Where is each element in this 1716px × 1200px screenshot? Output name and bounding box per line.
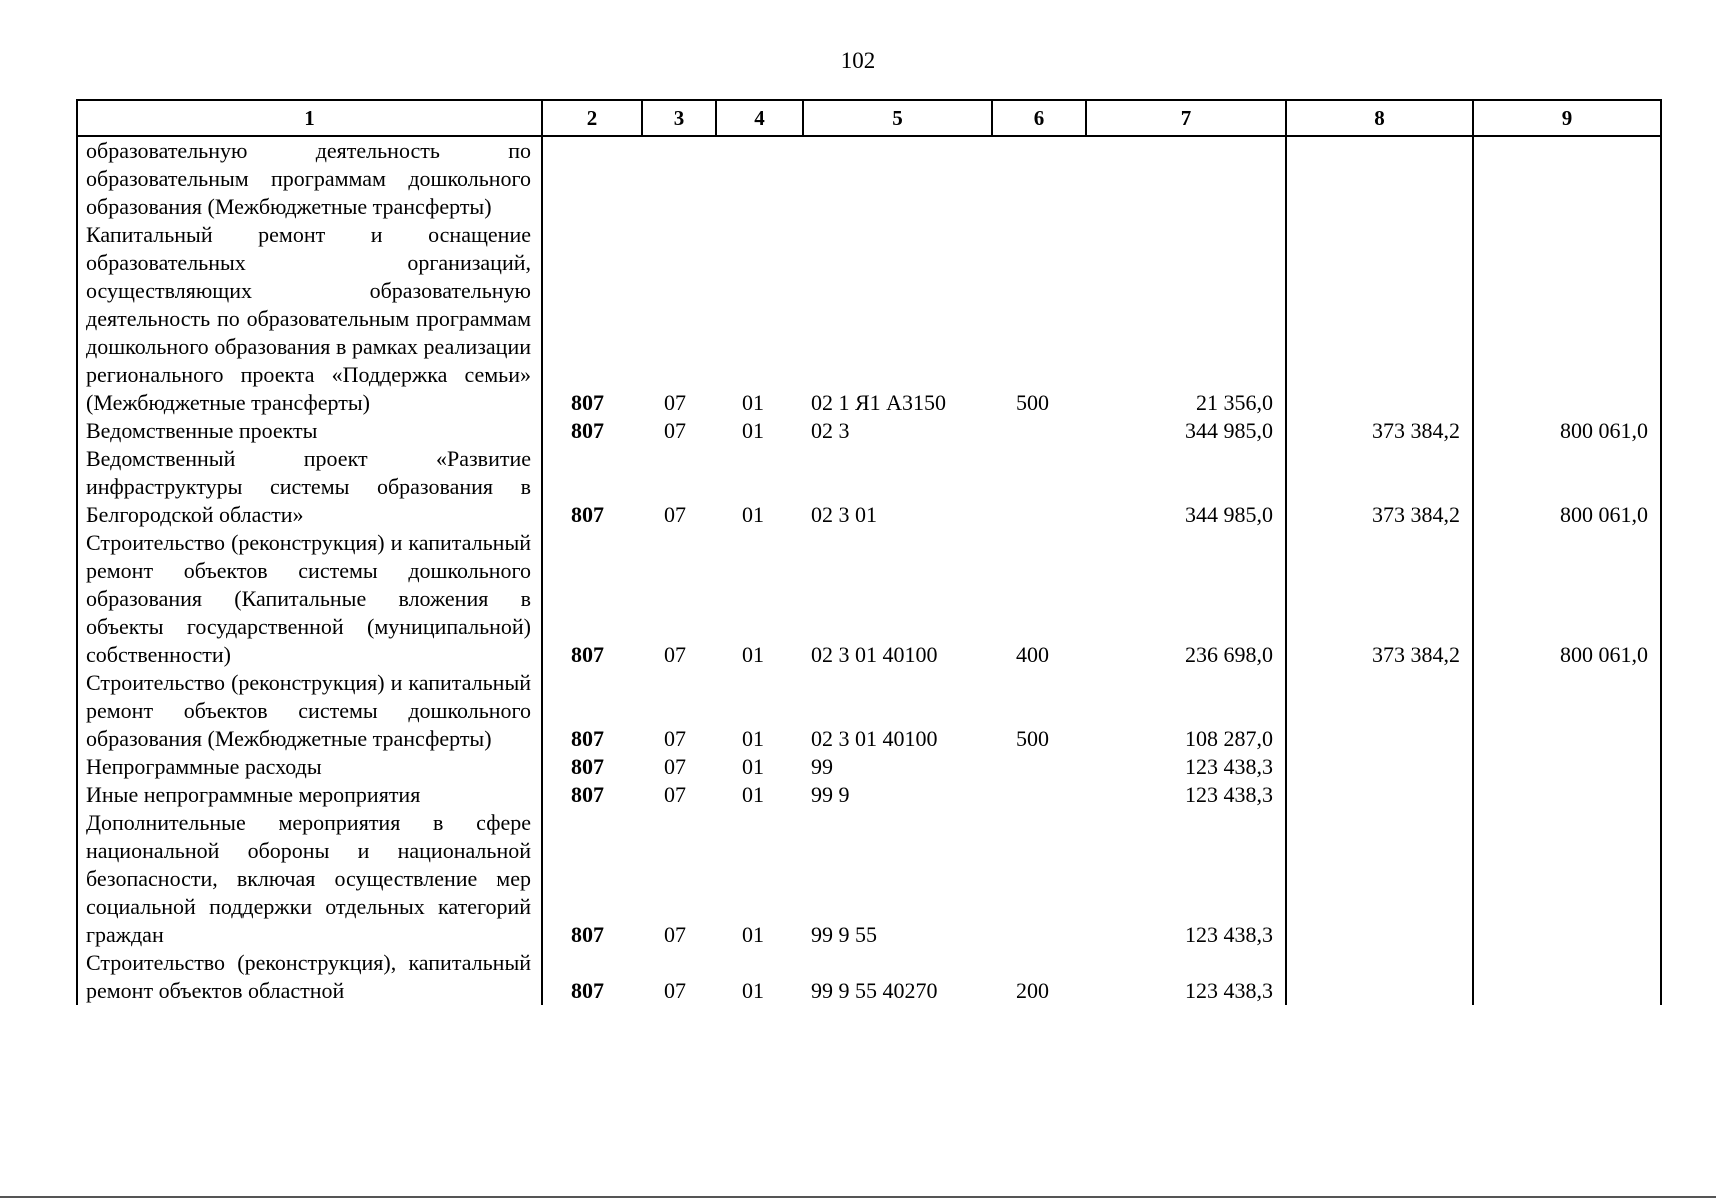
- cell-amount-col9: [1473, 136, 1661, 221]
- cell-target-article: 99 9 55 40270: [811, 978, 938, 1003]
- cell-target-article: 02 3 01 40100: [811, 642, 938, 667]
- cell-target-article: 02 3 01: [811, 502, 877, 527]
- cell-expense-type: 200: [1016, 978, 1049, 1003]
- table-row: [77, 529, 1661, 669]
- cell-target-article: 99 9: [811, 782, 850, 807]
- row-name: образовательную деятельность по образовательным программам дошкольного образования (Межбюджетные трансферты): [77, 136, 542, 221]
- cell-amount-col7: 123 438,3: [1086, 809, 1286, 949]
- row-name: Строительство (реконструкция), капитальный ремонт объектов областной: [77, 949, 542, 1005]
- row-name: Строительство (реконструкция) и капитальный ремонт объектов системы дошкольного образования (Капитальные вложения в объекты государственной (муниципальной) собственности): [77, 529, 542, 669]
- cell-target-article: 02 1 Я1 А3150: [811, 390, 947, 415]
- cell-amount-col9: [1473, 221, 1661, 417]
- cell-subsection: 01: [742, 418, 764, 443]
- cell-ministry: 807: [542, 809, 642, 949]
- column-header-7: 7: [1086, 100, 1286, 136]
- row-name: Ведомственные проекты: [77, 417, 542, 445]
- cell-ministry: 807: [542, 669, 642, 753]
- cell-subsection: 01: [742, 978, 764, 1003]
- row-name: Ведомственный проект «Развитие инфраструктуры системы образования в Белгородской области»: [77, 445, 542, 529]
- table-row: [77, 669, 1661, 753]
- table-row: [77, 949, 1661, 1005]
- cell-section: 07: [664, 642, 686, 667]
- cell-amount-col7: 123 438,3: [1086, 781, 1286, 809]
- cell-amount-col9: [1473, 949, 1661, 1005]
- cell-section: 07: [664, 754, 686, 779]
- cell-target-article: 02 3 01 40100: [811, 726, 938, 751]
- row-name: Дополнительные мероприятия в сфере национальной обороны и национальной безопасности, включая осуществление мер социальной поддержки отдельных категорий граждан: [77, 809, 542, 949]
- cell-expense-type: 500: [1016, 390, 1049, 415]
- table-row: [77, 753, 1661, 781]
- cell-amount-col7: 123 438,3: [1086, 949, 1286, 1005]
- row-name: Иные непрограммные мероприятия: [77, 781, 542, 809]
- cell-amount-col9: [1473, 781, 1661, 809]
- cell-amount-col8: 373 384,2: [1286, 445, 1473, 529]
- cell-section: 07: [664, 726, 686, 751]
- table-row: [77, 417, 1661, 445]
- cell-amount-col7: [1086, 136, 1286, 221]
- table-row: [77, 781, 1661, 809]
- cell-amount-col9: 800 061,0: [1473, 529, 1661, 669]
- cell-ministry: 807: [542, 445, 642, 529]
- cell-amount-col8: [1286, 809, 1473, 949]
- table-row: [77, 221, 1661, 417]
- cell-ministry: 807: [542, 753, 642, 781]
- cell-section: 07: [664, 418, 686, 443]
- cell-ministry: 807: [542, 417, 642, 445]
- cell-amount-col9: [1473, 809, 1661, 949]
- cell-amount-col7: 236 698,0: [1086, 529, 1286, 669]
- column-header-8: 8: [1286, 100, 1473, 136]
- cell-amount-col9: [1473, 669, 1661, 753]
- cell-amount-col9: 800 061,0: [1473, 417, 1661, 445]
- cell-amount-col9: 800 061,0: [1473, 445, 1661, 529]
- cell-ministry: 807: [542, 221, 642, 417]
- cell-subsection: 01: [742, 642, 764, 667]
- cell-expense-type: [992, 417, 1086, 445]
- cell-amount-col8: [1286, 136, 1473, 221]
- cell-subsection: 01: [742, 726, 764, 751]
- cell-ministry: 807: [542, 529, 642, 669]
- row-name: Строительство (реконструкция) и капитальный ремонт объектов системы дошкольного образования (Межбюджетные трансферты): [77, 669, 542, 753]
- cell-amount-col7: 108 287,0: [1086, 669, 1286, 753]
- cell-section: 07: [664, 502, 686, 527]
- cell-subsection: 01: [742, 782, 764, 807]
- cell-amount-col8: [1286, 949, 1473, 1005]
- cell-amount-col8: [1286, 221, 1473, 417]
- cell-amount-col7: 21 356,0: [1086, 221, 1286, 417]
- cell-amount-col7: 123 438,3: [1086, 753, 1286, 781]
- cell-subsection: [716, 136, 803, 221]
- cell-section: 07: [664, 922, 686, 947]
- cell-section: 07: [664, 782, 686, 807]
- cell-amount-col8: 373 384,2: [1286, 417, 1473, 445]
- header-row: [77, 100, 1661, 136]
- cell-subsection: 01: [742, 390, 764, 415]
- cell-section: [642, 136, 716, 221]
- page-number: 102: [840, 48, 876, 73]
- cell-section: 07: [664, 390, 686, 415]
- cell-subsection: 01: [742, 502, 764, 527]
- budget-table: [76, 99, 1662, 1005]
- cell-subsection: 01: [742, 754, 764, 779]
- cell-amount-col9: [1473, 753, 1661, 781]
- table-row: [77, 809, 1661, 949]
- table-header: [77, 100, 1661, 136]
- cell-section: 07: [664, 978, 686, 1003]
- cell-amount-col7: 344 985,0: [1086, 445, 1286, 529]
- table-row: [77, 445, 1661, 529]
- column-header-9: 9: [1473, 100, 1661, 136]
- budget-table-container: [76, 99, 1660, 1005]
- cell-amount-col8: [1286, 669, 1473, 753]
- cell-expense-type: [992, 781, 1086, 809]
- cell-expense-type: 400: [1016, 642, 1049, 667]
- cell-target-article: 99 9 55: [811, 922, 877, 947]
- cell-ministry: 807: [542, 949, 642, 1005]
- cell-expense-type: [992, 445, 1086, 529]
- column-header-6: 6: [992, 100, 1086, 136]
- table-row: [77, 136, 1661, 221]
- cell-ministry: [542, 136, 642, 221]
- cell-amount-col8: [1286, 753, 1473, 781]
- cell-expense-type: [992, 809, 1086, 949]
- cell-expense-type: [992, 753, 1086, 781]
- cell-amount-col7: 344 985,0: [1086, 417, 1286, 445]
- page-bottom-edge: [0, 1196, 1716, 1198]
- row-name: Капитальный ремонт и оснащение образовательных организаций, осуществляющих образовательную деятельность по образовательным программам дошкольного образования в рамках реализации регионального проекта «Поддержка семьи» (Межбюджетные трансферты): [77, 221, 542, 417]
- cell-subsection: 01: [742, 922, 764, 947]
- table-body: [77, 136, 1661, 1005]
- cell-amount-col8: 373 384,2: [1286, 529, 1473, 669]
- cell-target-article: [803, 136, 992, 221]
- cell-amount-col8: [1286, 781, 1473, 809]
- cell-target-article: 99: [811, 754, 833, 779]
- cell-target-article: 02 3: [811, 418, 850, 443]
- cell-expense-type: [992, 136, 1086, 221]
- row-name: Непрограммные расходы: [77, 753, 542, 781]
- column-header-4: 4: [716, 100, 803, 136]
- column-header-3: 3: [642, 100, 716, 136]
- column-header-1: 1: [77, 100, 542, 136]
- cell-ministry: 807: [542, 781, 642, 809]
- column-header-5: 5: [803, 100, 992, 136]
- column-header-2: 2: [542, 100, 642, 136]
- cell-expense-type: 500: [1016, 726, 1049, 751]
